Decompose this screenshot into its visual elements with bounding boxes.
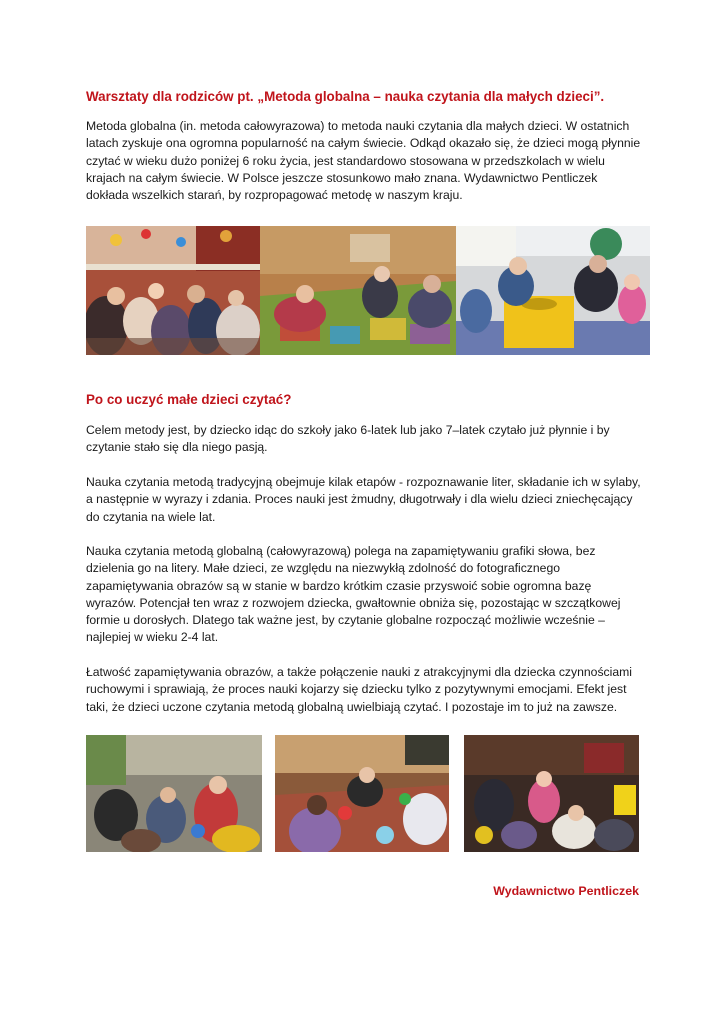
paragraph-goal: Celem metody jest, by dziecko idąc do szkoły jako 6-latek lub jako 7–latek czytało już płynnie i by czytanie stało się dla niego pasją.	[86, 423, 610, 455]
workshop-photo-4	[86, 735, 262, 852]
intro-paragraph: Metoda globalna (in. metoda całowyrazowa) to metoda nauki czytania dla małych dzieci. W ostatnich latach zyskuje ona ogromna popularność na całym świecie. Odkąd okazało się, że dzieci mogą płynnie czytać w wieku dużo poniżej 6 roku życia, jest standardowo stosowana w przedszkolach w wielu krajach na całym świecie. W Polsce jeszcze stosunkowo mało znana. Wydawnictwo Pentliczek dokłada wszelkich starań, by rozpropagować metodę w naszym kraju.	[86, 119, 641, 203]
photo-row-top	[86, 226, 650, 355]
workshop-photo-6	[464, 735, 639, 852]
publisher-signature: Wydawnictwo Pentliczek	[493, 884, 639, 898]
paragraph-global-method: Nauka czytania metodą globalną (całowyrazową) polega na zapamiętywaniu grafiki słowa, bez dzielenia go na litery. Małe dzieci, ze względu na niezwykłą zdolność do fotograficznego zapamiętywania obrazów są w stanie w bardzo krótkim czasie przyswoić sobie ogromna bazę wyrazów. Potencjał ten wraz z rozwojem dziecka, gwałtownie obniża się, pozostając w szczątkowej formie u dorosłych. Dlatego tak ważne jest, by czytanie globalne rozpocząć możliwie wcześnie – najlepiej w wieku 2-4 lat.	[86, 544, 621, 645]
workshop-title: Warsztaty dla rodziców pt. „Metoda globalna – nauka czytania dla małych dzieci”.	[86, 89, 605, 104]
workshop-photo-1	[86, 226, 260, 355]
workshop-photo-3	[456, 226, 650, 355]
workshop-photo-5	[275, 735, 449, 852]
paragraph-benefits: Łatwość zapamiętywania obrazów, a także połączenie nauki z atrakcyjnymi dla dziecka czynnościami ruchowymi i sprawiają, że proces nauki kojarzy się dziecku tylko z pozytywnymi emocjami. Efekt jest taki, że dzieci uczone czytania metodą globalną uwielbiają czytać. I pozostaje im to już na zawsze.	[86, 665, 632, 714]
workshop-photo-2	[260, 226, 456, 355]
paragraph-traditional: Nauka czytania metodą tradycyjną obejmuje kilak etapów - rozpoznawanie liter, składanie ich w sylaby, a następnie w wyrazy i zdania. Proces nauki jest żmudny, długotrwały i dla wielu dzieci zniechęcający do czytania na wiele lat.	[86, 475, 641, 524]
photo-row-bottom	[86, 735, 639, 852]
section-heading-why: Po co uczyć małe dzieci czytać?	[86, 392, 292, 407]
